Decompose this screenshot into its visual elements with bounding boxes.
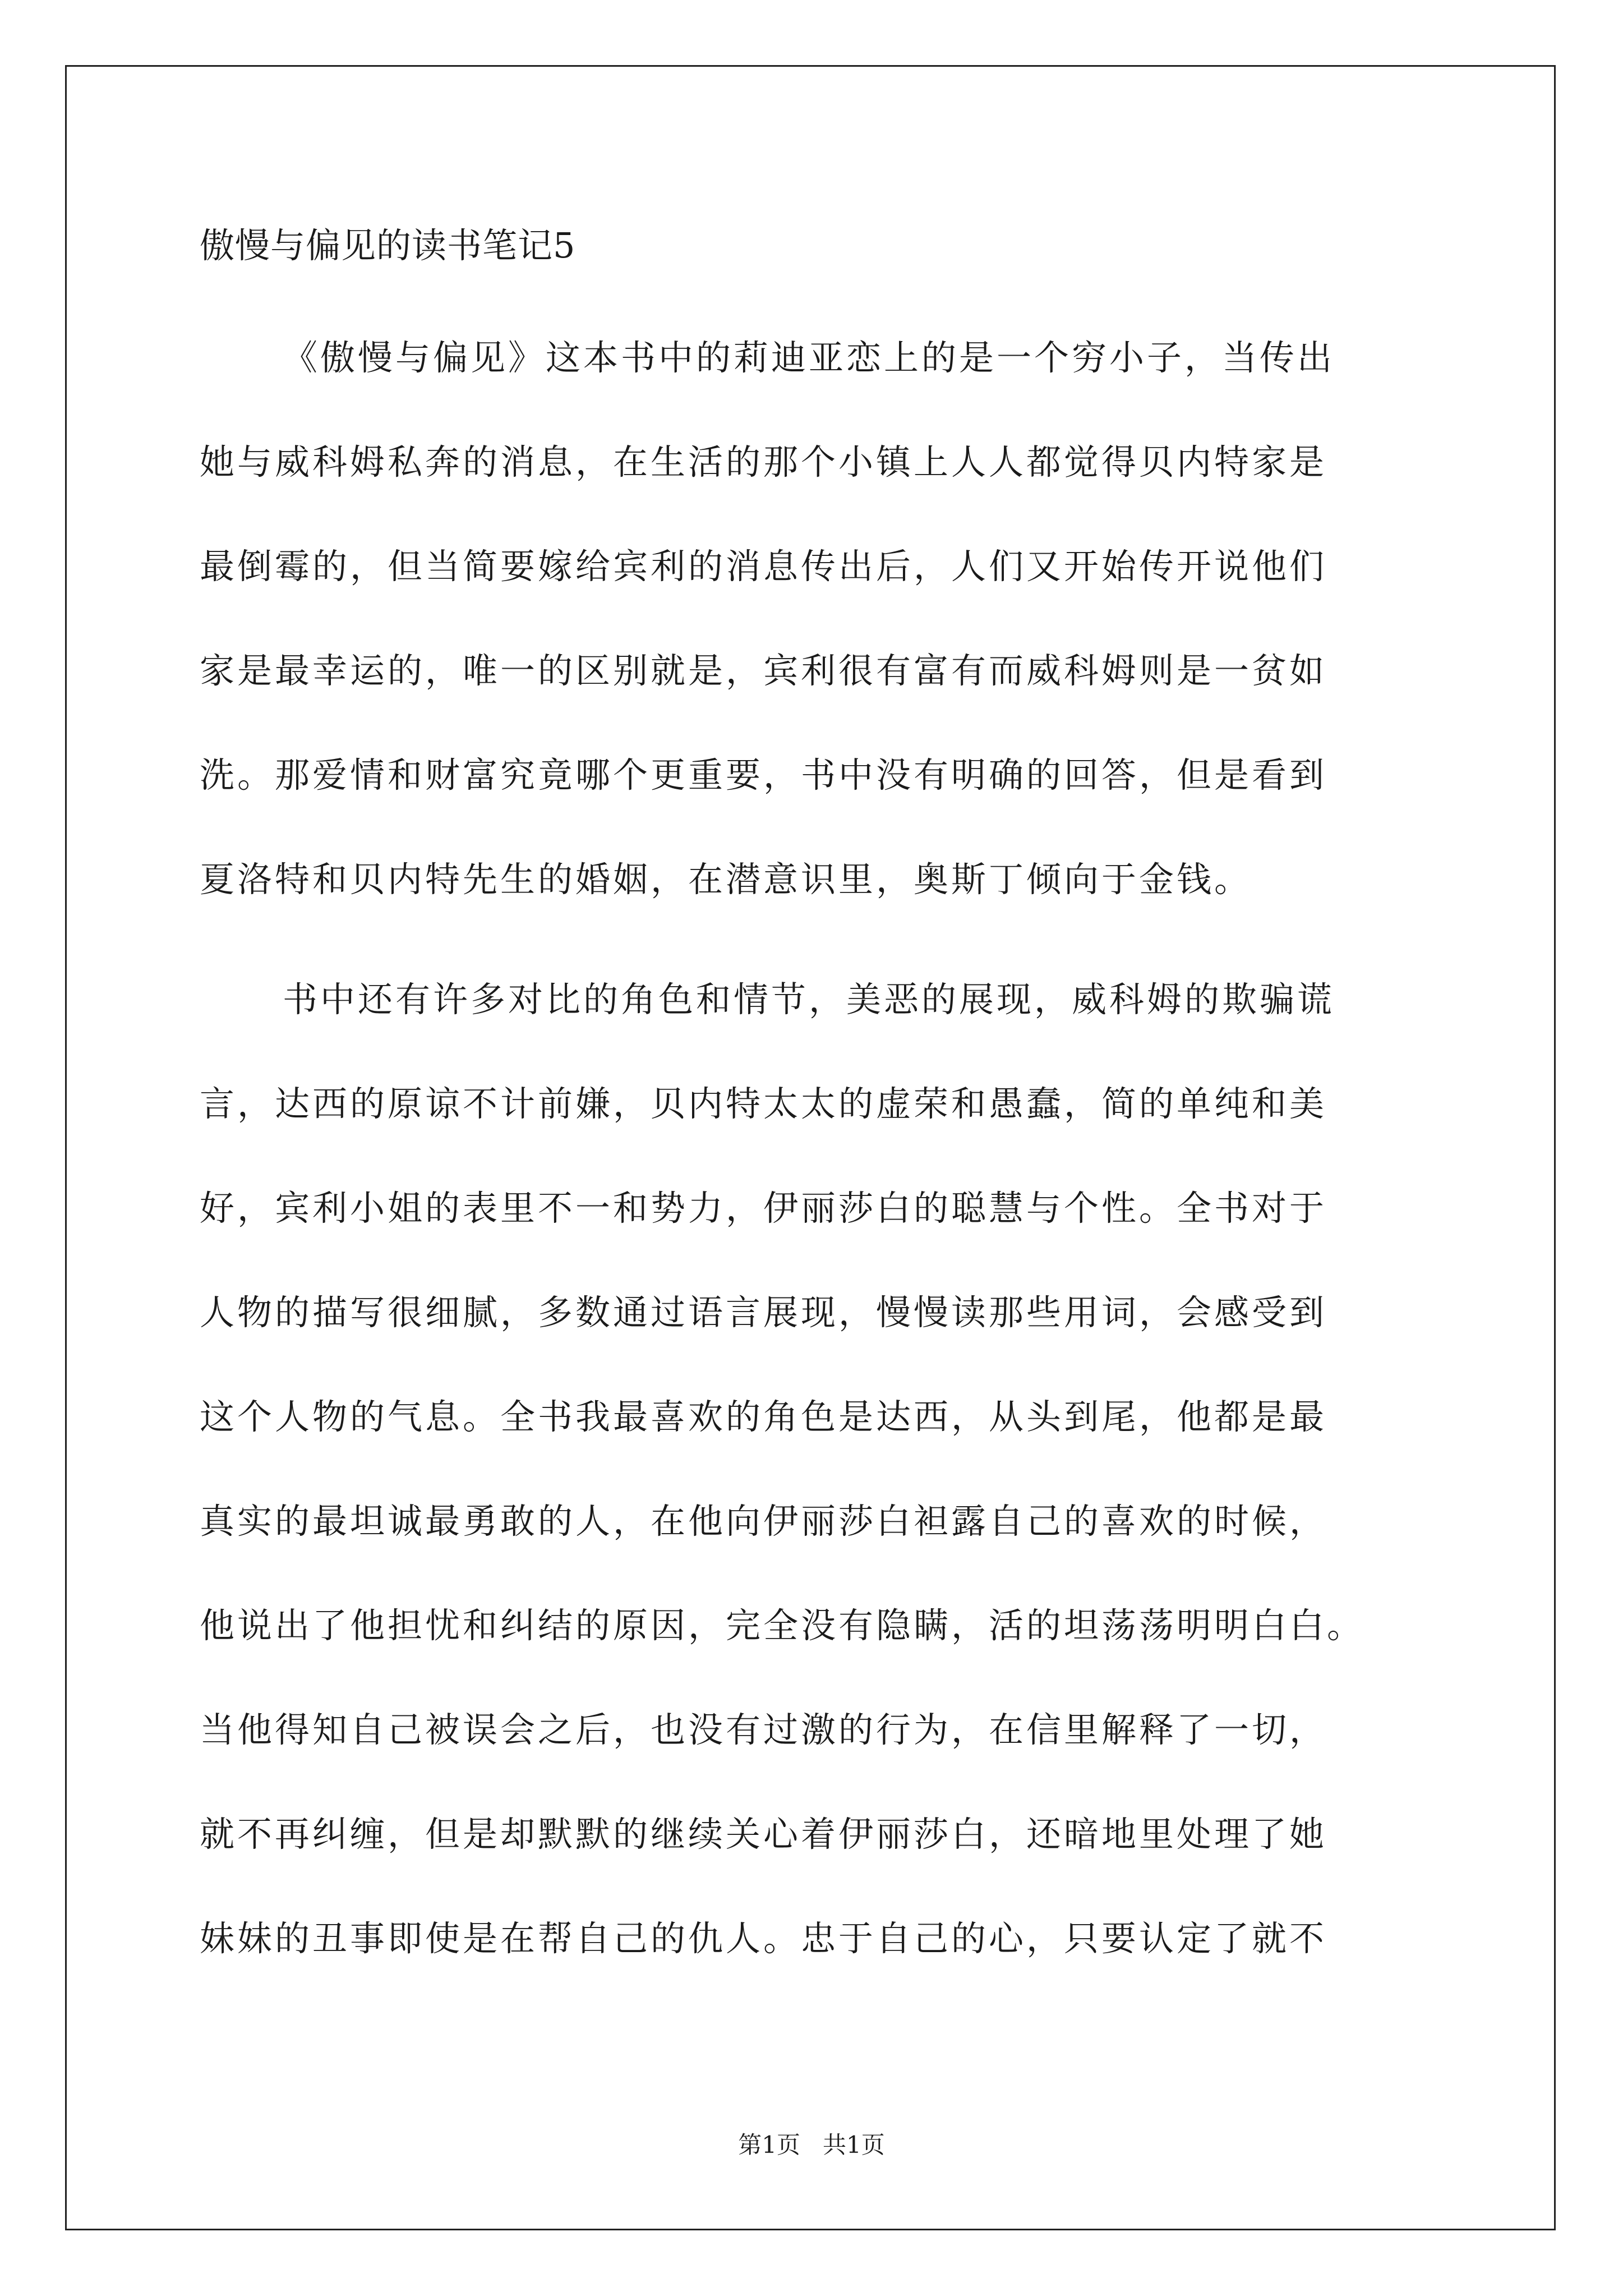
paragraph-1-line-3: 最倒霉的，但当简要嫁给宾利的消息传出后，人们又开始传开说他们 xyxy=(200,546,1327,587)
paragraph-2-line-6: 真实的最坦诚最勇敢的人，在他向伊丽莎白袒露自己的喜欢的时候， xyxy=(200,1501,1327,1542)
paragraph-2-line-1: 书中还有许多对比的角色和情节，美恶的展现，威科姆的欺骗谎 xyxy=(283,979,1335,1020)
paragraph-1-line-6: 夏洛特和贝内特先生的婚姻，在潜意识里，奥斯丁倾向于金钱。 xyxy=(200,859,1252,900)
paragraph-1-line-4: 家是最幸运的，唯一的区别就是，宾利很有富有而威科姆则是一贫如 xyxy=(200,650,1327,691)
page-frame xyxy=(65,65,1556,2230)
paragraph-2-line-9: 就不再纠缠，但是却默默的继续关心着伊丽莎白，还暗地里处理了她 xyxy=(200,1814,1327,1855)
paragraph-2-line-5: 这个人物的气息。全书我最喜欢的角色是达西，从头到尾，他都是最 xyxy=(200,1396,1327,1437)
paragraph-1-line-5: 洗。那爱情和财富究竟哪个更重要，书中没有明确的回答，但是看到 xyxy=(200,754,1327,795)
paragraph-2-line-2: 言，达西的原谅不计前嫌，贝内特太太的虚荣和愚蠢，简的单纯和美 xyxy=(200,1083,1327,1124)
page-footer xyxy=(0,2129,1623,2161)
page-total: 共1页 xyxy=(823,2131,885,2159)
paragraph-1-line-2: 她与威科姆私奔的消息，在生活的那个小镇上人人都觉得贝内特家是 xyxy=(200,441,1327,482)
page-number: 第1页 xyxy=(738,2131,800,2159)
document-title: 傲慢与偏见的读书笔记5 xyxy=(200,225,576,266)
paragraph-2-line-4: 人物的描写很细腻，多数通过语言展现，慢慢读那些用词，会感受到 xyxy=(200,1292,1327,1333)
paragraph-2-line-3: 好，宾利小姐的表里不一和势力，伊丽莎白的聪慧与个性。全书对于 xyxy=(200,1188,1327,1228)
paragraph-2-line-10: 妹妹的丑事即使是在帮自己的仇人。忠于自己的心，只要认定了就不 xyxy=(200,1918,1327,1959)
footer-spacer xyxy=(800,2131,823,2159)
paragraph-2-line-7: 他说出了他担忧和纠结的原因，完全没有隐瞒，活的坦荡荡明明白白。 xyxy=(200,1605,1365,1646)
paragraph-2-line-8: 当他得知自己被误会之后，也没有过激的行为，在信里解释了一切， xyxy=(200,1709,1327,1750)
paragraph-1-line-1: 《傲慢与偏见》这本书中的莉迪亚恋上的是一个穷小子，当传出 xyxy=(283,337,1335,378)
